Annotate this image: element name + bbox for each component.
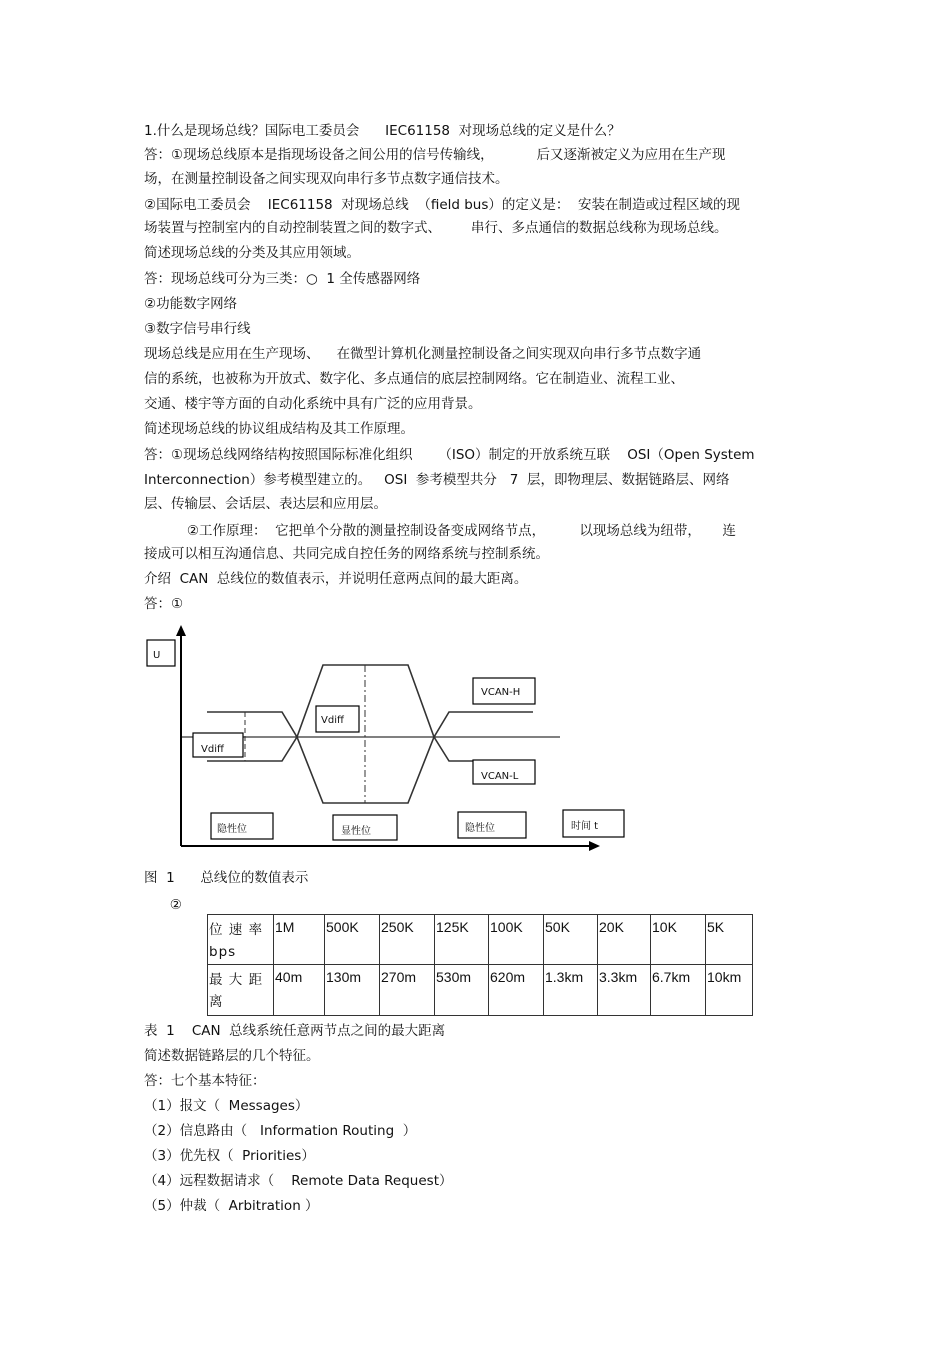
distance-cell: 130m — [325, 965, 380, 1016]
text-line: 答：①现场总线网络结构按照国际标准化组织 （ISO）制定的开放系统互联 OSI（Open System — [144, 447, 755, 463]
text-line: Interconnection）参考模型建立的。 OSI 参考模型共分 7 层，即物理层、数据链路层、网络 — [144, 472, 730, 488]
text-line: ②功能数字网络 — [144, 296, 238, 312]
vdiff-left-label: Vdiff — [201, 744, 224, 755]
recessive-bit-box-1 — [211, 813, 273, 839]
x-axis-arrow — [589, 841, 600, 851]
text-line: ②工作原理： 它把单个分散的测量控制设备变成网络节点， 以现场总线为纽带， 连 — [144, 523, 736, 539]
distance-cell: 3.3km — [598, 965, 651, 1016]
bitrate-cell: 100K — [489, 915, 544, 965]
text-line: 现场总线是应用在生产现场、 在微型计算机化测量控制设备之间实现双向串行多节点数字通 — [144, 346, 702, 362]
bus-bit-diagram — [145, 620, 635, 860]
text-line: 图 1 总线位的数值表示 — [144, 870, 309, 886]
bitrate-row — [208, 915, 753, 965]
bitrate-cell: 125K — [435, 915, 489, 965]
distance-cell: 620m — [489, 965, 544, 1016]
u-label: U — [153, 650, 161, 661]
text-line: 答：①现场总线原本是指现场设备之间公用的信号传输线， 后又逐渐被定义为应用在生产现 — [144, 147, 726, 163]
bitrate-cell: 50K — [544, 915, 598, 965]
bitrate-cell: 1M — [274, 915, 325, 965]
distance-cell: 40m — [274, 965, 325, 1016]
recessive-bit-label-1: 隐性位 — [217, 824, 247, 835]
distance-cell: 270m — [380, 965, 435, 1016]
text-line: 信的系统，也被称为开放式、数字化、多点通信的底层控制网络。它在制造业、流程工业、 — [144, 371, 684, 387]
vcan-h-label: VCAN-H — [481, 687, 521, 698]
text-line: （3）优先权（ Priorities） — [144, 1148, 315, 1164]
text-line: 答：① — [144, 596, 184, 612]
distance-cell: 10km — [706, 965, 753, 1016]
text-line: ②国际电工委员会 IEC61158 对现场总线 （field bus）的定义是： 安装在制造或过程区域的现 — [144, 197, 740, 213]
u-label-box — [147, 640, 175, 666]
time-axis-label: 时间 t — [571, 821, 599, 832]
text-line: （1）报文（ Messages） — [144, 1098, 309, 1114]
recessive-bit-box-2 — [458, 812, 526, 838]
distance-cell: 1.3km — [544, 965, 598, 1016]
vdiff-mid-label: Vdiff — [321, 715, 344, 726]
distance-header: 最 大 距 离 — [208, 965, 274, 1016]
bitrate-cell: 20K — [598, 915, 651, 965]
text-line: 简述现场总线的协议组成结构及其工作原理。 — [144, 421, 414, 437]
text-line: 层、传输层、会话层、表达层和应用层。 — [144, 496, 387, 512]
text-line: 答：现场总线可分为三类：○ 1 全传感器网络 — [144, 271, 421, 287]
bus-bit-figure — [145, 620, 635, 860]
recessive-bit-label-2: 隐性位 — [465, 823, 495, 834]
text-line: ③数字信号串行线 — [144, 321, 251, 337]
text-line: 交通、楼宇等方面的自动化系统中具有广泛的应用背景。 — [144, 396, 482, 412]
dominant-bit-label: 显性位 — [341, 826, 371, 837]
text-line: 1.什么是现场总线？国际电工委员会 IEC61158 对现场总线的定义是什么？ — [144, 123, 621, 139]
bitrate-cell: 500K — [325, 915, 380, 965]
distance-cell: 6.7km — [651, 965, 706, 1016]
y-axis-arrow — [176, 625, 186, 636]
text-line: 简述数据链路层的几个特征。 — [144, 1048, 320, 1064]
dominant-bit-box — [333, 815, 397, 840]
bitrate-cell: 5K — [706, 915, 753, 965]
time-axis-box — [563, 810, 624, 837]
vdiff-mid-box — [316, 706, 359, 732]
can-distance-table — [207, 914, 753, 1016]
text-line: 场装置与控制室内的自动控制装置之间的数字式、 串行、多点通信的数据总线称为现场总线。 — [144, 220, 728, 236]
text-line: （4）远程数据请求（ Remote Data Request） — [144, 1173, 453, 1189]
text-line: 介绍 CAN 总线位的数值表示，并说明任意两点间的最大距离。 — [144, 571, 528, 587]
text-line: （5）仲裁（ Arbitration ） — [144, 1198, 319, 1214]
vcan-h-box — [473, 678, 535, 704]
text-line: （2）信息路由（ Information Routing ） — [144, 1123, 417, 1139]
vdiff-left-box — [193, 733, 243, 757]
vcan-l-label: VCAN-L — [481, 771, 519, 782]
text-line: 表 1 CAN 总线系统任意两节点之间的最大距离 — [144, 1023, 446, 1039]
distance-cell: 530m — [435, 965, 489, 1016]
text-line: 简述现场总线的分类及其应用领域。 — [144, 245, 360, 261]
distance-row — [208, 965, 753, 1016]
text-line: 答：七个基本特征： — [144, 1073, 266, 1089]
bitrate-cell: 10K — [651, 915, 706, 965]
bitrate-cell: 250K — [380, 915, 435, 965]
bitrate-header: 位 速 率 bps — [208, 915, 274, 965]
text-line: ② — [144, 897, 182, 913]
vcan-l-box — [473, 760, 535, 784]
text-line: 场，在测量控制设备之间实现双向串行多节点数字通信技术。 — [144, 171, 509, 187]
text-line: 接成可以相互沟通信息、共同完成自控任务的网络系统与控制系统。 — [144, 546, 549, 562]
